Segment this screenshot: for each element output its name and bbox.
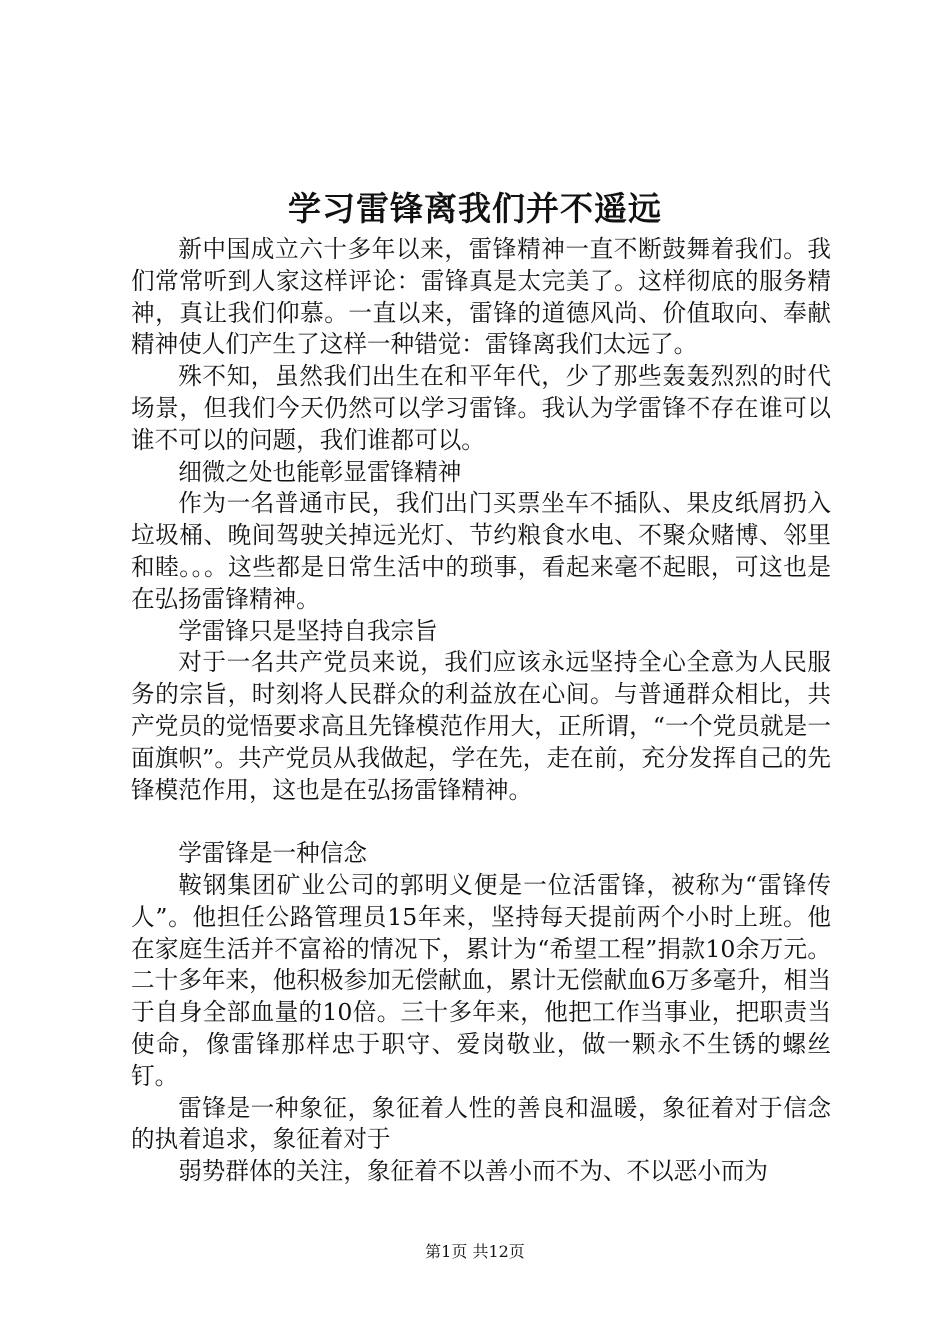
paragraph: 弱势群体的关注，象征着不以善小而不为、不以恶小而为 — [178, 1157, 769, 1186]
paragraph: 鞍钢集团矿业公司的郭明义便是一位活雷锋，被称为“雷锋传人”。他担任公路管理员15年来，坚持每天提前两个小时上班。他在家庭生活并不富裕的情况下，累计为“希望工程”捐款10余万元。二十多年来，他积极参加无偿献血，累计无偿献血6万多毫升，相当于自身全部血量的10倍。三十多年来，他把工作当事业，把职责当使命，像雷锋那样忠于职守、爱岗敬业，做一颗永不生锈的螺丝钉。 — [131, 870, 831, 1090]
paragraph: 新中国成立六十多年以来，雷锋精神一直不断鼓舞着我们。我们常常听到人家这样评论：雷锋真是太完美了。这样彻底的服务精神，真让我们仰慕。一直以来，雷锋的道德风尚、价值取向、奉献精神使人们产生了这样一种错觉：雷锋离我们太远了。 — [131, 235, 831, 359]
page-number-footer: 第1页 共12页 — [425, 1242, 525, 1261]
section-heading: 细微之处也能彰显雷锋精神 — [178, 457, 462, 486]
paragraph: 对于一名共产党员来说，我们应该永远坚持全心全意为人民服务的宗旨，时刻将人民群众的利益放在心间。与普通群众相比，共产党员的觉悟要求高且先锋模范作用大，正所谓，“一个党员就是一面旗帜”。共产党员从我做起，学在先，走在前，充分发挥自己的先锋模范作用，这也是在弘扬雷锋精神。 — [131, 648, 831, 804]
blank-line — [131, 806, 831, 838]
section-heading: 学雷锋只是坚持自我宗旨 — [178, 616, 438, 645]
document-body — [131, 234, 831, 1188]
section-heading: 学雷锋是一种信念 — [178, 839, 367, 868]
paragraph: 殊不知，虽然我们出生在和平年代，少了那些轰轰烈烈的时代场景，但我们今天仍然可以学习雷锋。我认为学雷锋不存在谁可以谁不可以的问题，我们谁都可以。 — [131, 362, 831, 454]
document-title: 学习雷锋离我们并不遥远 — [288, 189, 662, 228]
paragraph: 作为一名普通市民，我们出门买票坐车不插队、果皮纸屑扔入垃圾桶、晚间驾驶关掉远光灯、节约粮食水电、不聚众赌博、邻里和睦。。。这些都是日常生活中的琐事，看起来毫不起眼，可这也是在弘扬雷锋精神。 — [131, 489, 831, 613]
paragraph: 雷锋是一种象征，象征着人性的善良和温暖，象征着对于信念的执着追求，象征着对于 — [131, 1093, 831, 1154]
